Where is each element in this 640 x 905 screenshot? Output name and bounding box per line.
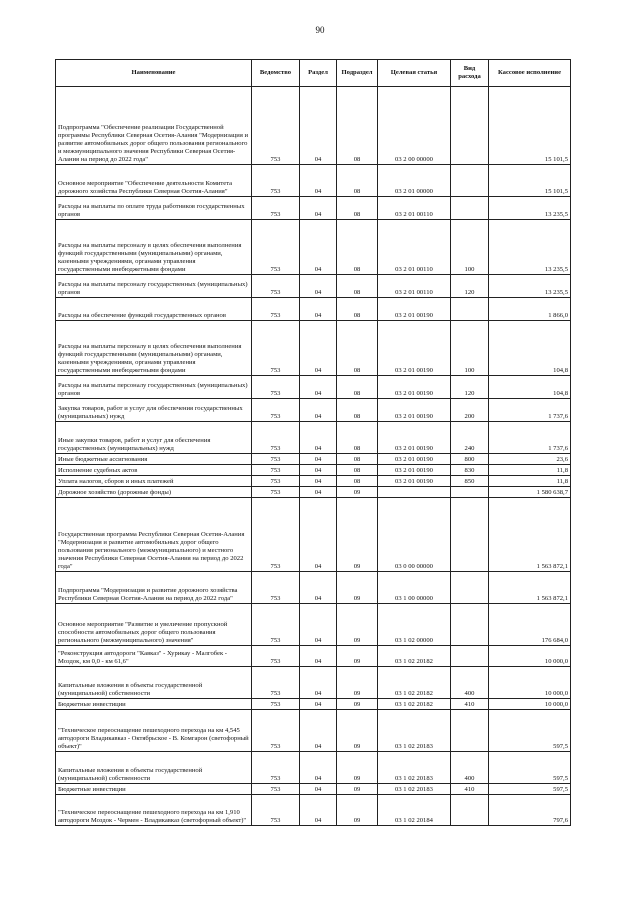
cell-target: 03 2 00 00000 — [378, 87, 451, 165]
cell-subsection: 08 — [337, 197, 378, 220]
cell-exp-type: 410 — [451, 784, 489, 795]
cell-subsection: 09 — [337, 752, 378, 784]
cell-amount: 1 580 638,7 — [489, 487, 571, 498]
cell-target: 03 2 01 00110 — [378, 197, 451, 220]
cell-name: "Реконструкция автодороги "Кавказ" - Хурикау - Малгобек - Моздок, км 0,0 - км 61,6" — [56, 646, 252, 667]
cell-name: Закупка товаров, работ и услуг для обеспечения государственных (муниципальных) нужд — [56, 399, 252, 422]
cell-section: 04 — [300, 667, 337, 699]
cell-dept: 753 — [252, 487, 300, 498]
cell-section: 04 — [300, 220, 337, 275]
cell-dept: 753 — [252, 399, 300, 422]
cell-section: 04 — [300, 321, 337, 376]
cell-dept: 753 — [252, 667, 300, 699]
cell-section: 04 — [300, 87, 337, 165]
cell-subsection: 09 — [337, 604, 378, 646]
cell-subsection: 08 — [337, 165, 378, 197]
cell-name: Расходы на обеспечение функций государственных органов — [56, 298, 252, 321]
cell-dept: 753 — [252, 197, 300, 220]
cell-dept: 753 — [252, 275, 300, 298]
cell-target: 03 2 01 00190 — [378, 476, 451, 487]
cell-exp-type — [451, 165, 489, 197]
cell-exp-type — [451, 298, 489, 321]
cell-amount: 10 000,0 — [489, 646, 571, 667]
table-row — [56, 667, 571, 699]
cell-target: 03 2 01 00000 — [378, 165, 451, 197]
cell-dept: 753 — [252, 298, 300, 321]
table-header-row — [56, 60, 571, 87]
cell-section: 04 — [300, 197, 337, 220]
cell-name: Иные закупки товаров, работ и услуг для обеспечения государственных (муниципальных) нужд — [56, 422, 252, 454]
table-row — [56, 784, 571, 795]
cell-target: 03 2 01 00110 — [378, 220, 451, 275]
cell-subsection: 09 — [337, 795, 378, 826]
cell-subsection: 08 — [337, 465, 378, 476]
cell-amount: 104,8 — [489, 321, 571, 376]
cell-exp-type — [451, 710, 489, 752]
cell-amount: 1 737,6 — [489, 422, 571, 454]
cell-dept: 753 — [252, 710, 300, 752]
cell-name: Капитальные вложения в объекты государственной (муниципальной) собственности — [56, 667, 252, 699]
cell-target: 03 2 01 00190 — [378, 298, 451, 321]
cell-target: 03 1 02 20182 — [378, 646, 451, 667]
cell-section: 04 — [300, 422, 337, 454]
cell-section: 04 — [300, 604, 337, 646]
header-exp-type: Вид расхода — [451, 60, 489, 87]
cell-section: 04 — [300, 376, 337, 399]
cell-name: Основное мероприятие "Обеспечение деятельности Комитета дорожного хозяйства Республики Северная Осетия-Алания" — [56, 165, 252, 197]
cell-subsection: 09 — [337, 572, 378, 604]
cell-dept: 753 — [252, 572, 300, 604]
cell-amount: 597,5 — [489, 752, 571, 784]
cell-target: 03 1 02 20183 — [378, 784, 451, 795]
cell-name: Иные бюджетные ассигнования — [56, 454, 252, 465]
cell-subsection: 08 — [337, 321, 378, 376]
table-row — [56, 699, 571, 710]
cell-section: 04 — [300, 699, 337, 710]
cell-subsection: 08 — [337, 275, 378, 298]
header-subsection: Подраздел — [337, 60, 378, 87]
cell-exp-type — [451, 87, 489, 165]
cell-dept: 753 — [252, 454, 300, 465]
cell-target: 03 2 01 00190 — [378, 399, 451, 422]
cell-target: 03 0 00 00000 — [378, 498, 451, 572]
cell-exp-type — [451, 795, 489, 826]
table-body — [56, 87, 571, 826]
cell-target: 03 1 02 20183 — [378, 710, 451, 752]
budget-execution-table — [55, 59, 571, 826]
cell-amount: 11,8 — [489, 465, 571, 476]
cell-exp-type — [451, 487, 489, 498]
cell-dept: 753 — [252, 498, 300, 572]
table-row — [56, 376, 571, 399]
table-row — [56, 321, 571, 376]
cell-section: 04 — [300, 795, 337, 826]
cell-target: 03 1 02 20184 — [378, 795, 451, 826]
cell-dept: 753 — [252, 795, 300, 826]
table-row — [56, 298, 571, 321]
table-row — [56, 399, 571, 422]
cell-dept: 753 — [252, 476, 300, 487]
cell-exp-type: 120 — [451, 376, 489, 399]
cell-subsection: 09 — [337, 646, 378, 667]
cell-name: Бюджетные инвестиции — [56, 699, 252, 710]
cell-amount: 10 000,0 — [489, 667, 571, 699]
cell-dept: 753 — [252, 646, 300, 667]
cell-section: 04 — [300, 487, 337, 498]
cell-exp-type — [451, 498, 489, 572]
cell-exp-type: 830 — [451, 465, 489, 476]
cell-exp-type: 100 — [451, 321, 489, 376]
cell-dept: 753 — [252, 87, 300, 165]
cell-amount: 1 563 872,1 — [489, 498, 571, 572]
table-row — [56, 498, 571, 572]
cell-target: 03 2 01 00190 — [378, 465, 451, 476]
cell-name: Государственная программа Республики Северная Осетия-Алания "Модернизация и развитие автомобильных дорог общего пользования регионального (межмуниципального) и местного значения Республики Северная Осетия-Алания на период до 2022 года" — [56, 498, 252, 572]
cell-exp-type: 400 — [451, 667, 489, 699]
cell-amount: 15 101,5 — [489, 165, 571, 197]
cell-name: Бюджетные инвестиции — [56, 784, 252, 795]
table-row — [56, 465, 571, 476]
cell-name: Исполнение судебных актов — [56, 465, 252, 476]
cell-subsection: 08 — [337, 87, 378, 165]
cell-exp-type: 240 — [451, 422, 489, 454]
cell-amount: 797,6 — [489, 795, 571, 826]
cell-exp-type — [451, 646, 489, 667]
cell-exp-type: 800 — [451, 454, 489, 465]
cell-section: 04 — [300, 465, 337, 476]
header-target: Целевая статья — [378, 60, 451, 87]
cell-section: 04 — [300, 476, 337, 487]
cell-name: Основное мероприятие "Развитие и увеличение пропускной способности автомобильных дорог общего пользования регионального (межмуниципального) значения" — [56, 604, 252, 646]
cell-target: 03 2 01 00190 — [378, 376, 451, 399]
cell-subsection: 09 — [337, 699, 378, 710]
cell-dept: 753 — [252, 784, 300, 795]
cell-name: Подпрограмма "Обеспечение реализации Государственной программы Республики Северная Осетия-Алания "Модернизация и развитие автомобильных дорог общего пользования регионального и межмуниципального значения Республики Северная Осетия-Алания на период до 2022 года" — [56, 87, 252, 165]
cell-subsection: 08 — [337, 454, 378, 465]
table-row — [56, 604, 571, 646]
cell-dept: 753 — [252, 604, 300, 646]
cell-amount: 23,6 — [489, 454, 571, 465]
table-row — [56, 795, 571, 826]
cell-exp-type: 100 — [451, 220, 489, 275]
cell-amount: 15 101,5 — [489, 87, 571, 165]
table-row — [56, 646, 571, 667]
cell-name: Расходы на выплаты персоналу государственных (муниципальных) органов — [56, 275, 252, 298]
cell-name: Расходы на выплаты по оплате труда работников государственных органов — [56, 197, 252, 220]
cell-section: 04 — [300, 498, 337, 572]
cell-dept: 753 — [252, 321, 300, 376]
cell-target: 03 2 01 00110 — [378, 275, 451, 298]
cell-target: 03 2 01 00190 — [378, 321, 451, 376]
cell-exp-type: 200 — [451, 399, 489, 422]
cell-dept: 753 — [252, 422, 300, 454]
cell-subsection: 08 — [337, 298, 378, 321]
cell-subsection: 08 — [337, 422, 378, 454]
cell-target: 03 1 00 00000 — [378, 572, 451, 604]
table-row — [56, 710, 571, 752]
cell-target: 03 2 01 00190 — [378, 422, 451, 454]
table-row — [56, 487, 571, 498]
cell-section: 04 — [300, 752, 337, 784]
cell-amount: 11,8 — [489, 476, 571, 487]
cell-name: "Техническое переоснащение пешеходного перехода на км 1,910 автодороги Моздок - Чермен - Владикавказ (светофорный объект)" — [56, 795, 252, 826]
cell-section: 04 — [300, 454, 337, 465]
header-amount: Кассовое исполнение — [489, 60, 571, 87]
cell-subsection: 09 — [337, 487, 378, 498]
cell-name: Расходы на выплаты персоналу государственных (муниципальных) органов — [56, 376, 252, 399]
cell-amount: 13 235,5 — [489, 220, 571, 275]
cell-subsection: 08 — [337, 376, 378, 399]
cell-name: Капитальные вложения в объекты государственной (муниципальной) собственности — [56, 752, 252, 784]
cell-exp-type — [451, 572, 489, 604]
cell-amount: 104,8 — [489, 376, 571, 399]
cell-target — [378, 487, 451, 498]
cell-name: Расходы на выплаты персоналу в целях обеспечения выполнения функций государственными (муниципальными) органами, казенными учреждениями, органами управления государственными внебюджетными фондами — [56, 220, 252, 275]
cell-name: Расходы на выплаты персоналу в целях обеспечения выполнения функций государственными (муниципальными) органами, казенными учреждениями, органами управления государственными внебюджетными фондами — [56, 321, 252, 376]
cell-exp-type: 850 — [451, 476, 489, 487]
table-row — [56, 197, 571, 220]
table-row — [56, 454, 571, 465]
cell-subsection: 09 — [337, 498, 378, 572]
cell-amount: 1 563 872,1 — [489, 572, 571, 604]
cell-dept: 753 — [252, 376, 300, 399]
cell-section: 04 — [300, 275, 337, 298]
table-row — [56, 87, 571, 165]
cell-section: 04 — [300, 572, 337, 604]
cell-target: 03 1 02 00000 — [378, 604, 451, 646]
cell-name: Дорожное хозяйство (дорожные фонды) — [56, 487, 252, 498]
cell-amount: 13 235,5 — [489, 275, 571, 298]
cell-target: 03 1 02 20183 — [378, 752, 451, 784]
cell-name: Подпрограмма "Модернизация и развитие дорожного хозяйства Республики Северная Осетия-Алания на период до 2022 года" — [56, 572, 252, 604]
header-section: Раздел — [300, 60, 337, 87]
cell-amount: 597,5 — [489, 710, 571, 752]
cell-dept: 753 — [252, 220, 300, 275]
cell-subsection: 09 — [337, 710, 378, 752]
cell-section: 04 — [300, 399, 337, 422]
cell-section: 04 — [300, 784, 337, 795]
header-dept: Ведомство — [252, 60, 300, 87]
cell-exp-type — [451, 197, 489, 220]
cell-section: 04 — [300, 298, 337, 321]
cell-section: 04 — [300, 710, 337, 752]
cell-exp-type: 120 — [451, 275, 489, 298]
cell-subsection: 09 — [337, 784, 378, 795]
cell-section: 04 — [300, 646, 337, 667]
table-row — [56, 752, 571, 784]
cell-exp-type: 410 — [451, 699, 489, 710]
cell-exp-type — [451, 604, 489, 646]
table-row — [56, 572, 571, 604]
cell-exp-type: 400 — [451, 752, 489, 784]
cell-target: 03 2 01 00190 — [378, 454, 451, 465]
cell-name: Уплата налогов, сборов и иных платежей — [56, 476, 252, 487]
cell-dept: 753 — [252, 752, 300, 784]
cell-target: 03 1 02 20182 — [378, 667, 451, 699]
table-row — [56, 165, 571, 197]
header-name: Наименование — [56, 60, 252, 87]
table-row — [56, 422, 571, 454]
cell-dept: 753 — [252, 465, 300, 476]
page-number: 90 — [315, 25, 325, 35]
table-row — [56, 275, 571, 298]
cell-amount: 176 684,0 — [489, 604, 571, 646]
cell-subsection: 08 — [337, 399, 378, 422]
cell-amount: 597,5 — [489, 784, 571, 795]
cell-subsection: 09 — [337, 667, 378, 699]
table-row — [56, 476, 571, 487]
table-row — [56, 220, 571, 275]
cell-amount: 10 000,0 — [489, 699, 571, 710]
cell-subsection: 08 — [337, 220, 378, 275]
cell-section: 04 — [300, 165, 337, 197]
cell-dept: 753 — [252, 165, 300, 197]
cell-dept: 753 — [252, 699, 300, 710]
cell-amount: 1 866,0 — [489, 298, 571, 321]
cell-amount: 13 235,5 — [489, 197, 571, 220]
cell-target: 03 1 02 20182 — [378, 699, 451, 710]
cell-name: "Техническое переоснащение пешеходного перехода на км 4,545 автодороги Владикавказ - Октябрьское - В. Комгарон (светофорный объект)" — [56, 710, 252, 752]
cell-amount: 1 737,6 — [489, 399, 571, 422]
cell-subsection: 08 — [337, 476, 378, 487]
